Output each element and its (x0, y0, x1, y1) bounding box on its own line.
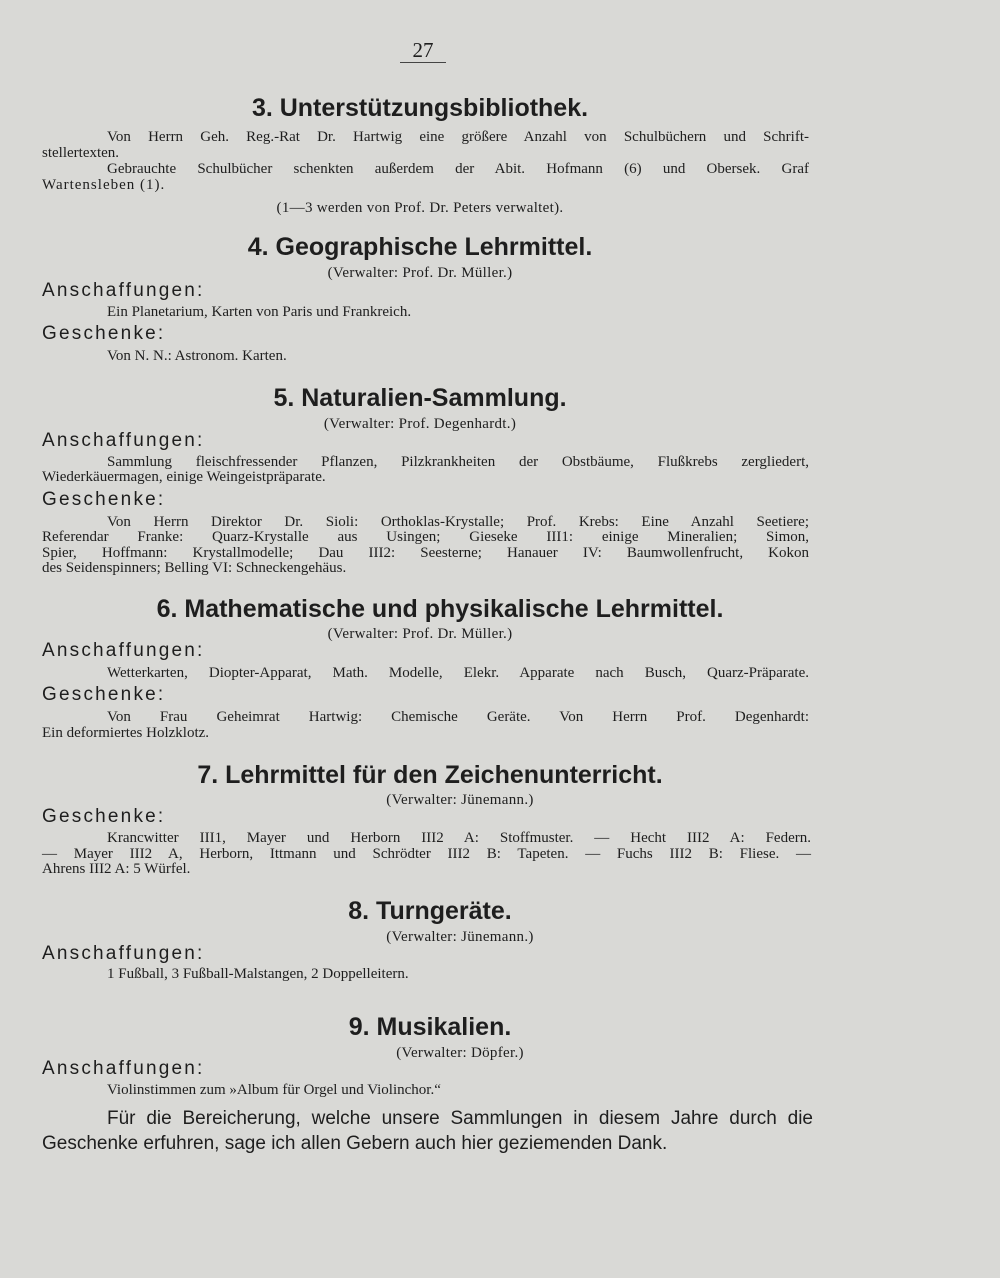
section-9-heading: 9. Musikalien. (348, 1013, 512, 1041)
section-4-administrator: (Verwalter: Prof. Dr. Müller.) (327, 265, 513, 281)
section-3-heading: 3. Unterstützungsbibliothek. (251, 94, 589, 122)
section-9-acquisitions-label: Anschaffungen: (42, 1058, 205, 1079)
section-5-administrator: (Verwalter: Prof. Degenhardt.) (323, 416, 517, 432)
section-6-gifts-line-1: Von Frau Geheimrat Hartwig: Chemische Geräte. Von Herrn Prof. Degenhardt: (107, 709, 809, 725)
section-6-acquisitions-text: Wetterkarten, Diopter-Apparat, Math. Modelle, Elekr. Apparate nach Busch, Quarz-Präparate. (107, 665, 809, 681)
section-9-administrator: (Verwalter: Döpfer.) (396, 1045, 524, 1061)
section-5-gifts-line-4: des Seidenspinners; Belling VI: Schneckengehäus. (42, 560, 347, 576)
section-8-administrator: (Verwalter: Jünemann.) (386, 929, 534, 945)
section-3-line-2: stellertexten. (42, 145, 120, 161)
section-4-acquisitions-text: Ein Planetarium, Karten von Paris und Frankreich. (107, 304, 412, 320)
section-4-acquisitions-label: Anschaffungen: (42, 280, 205, 301)
section-5-acquisitions-line-1: Sammlung fleischfressender Pflanzen, Pilzkrankheiten der Obstbäume, Flußkrebs zergliedert, (107, 454, 809, 470)
section-7-heading: 7. Lehrmittel für den Zeichenunterricht. (197, 761, 663, 789)
section-3-line-4: Wartensleben (1). (42, 177, 166, 193)
section-4-gifts-text: Von N. N.: Astronom. Karten. (107, 348, 287, 364)
section-8-heading: 8. Turngeräte. (348, 897, 512, 925)
page-number: 27 (400, 38, 446, 63)
section-3-line-1: Von Herrn Geh. Reg.-Rat Dr. Hartwig eine größere Anzahl von Schulbüchern und Schrift- (107, 129, 809, 145)
section-3-note: (1—3 werden von Prof. Dr. Peters verwaltet). (276, 200, 564, 216)
section-5-gifts-line-3: Spier, Hoffmann: Krystallmodelle; Dau III2: Seesterne; Hanauer IV: Baumwollenfrucht, Kokon (42, 545, 809, 561)
section-6-acquisitions-label: Anschaffungen: (42, 640, 205, 661)
section-4-gifts-label: Geschenke: (42, 323, 166, 344)
section-6-administrator: (Verwalter: Prof. Dr. Müller.) (327, 626, 513, 642)
section-5-acquisitions-label: Anschaffungen: (42, 430, 205, 451)
section-9-acquisitions-text: Violinstimmen zum »Album für Orgel und Violinchor.“ (107, 1082, 441, 1098)
closing-line-2: Geschenke erfuhren, sage ich allen Gebern auch hier geziemenden Dank. (42, 1133, 668, 1154)
section-5-gifts-label: Geschenke: (42, 489, 166, 510)
section-7-gifts-line-1: Krancwitter III1, Mayer und Herborn III2 A: Stoffmuster. — Hecht III2 A: Federn. (107, 830, 811, 846)
section-7-gifts-line-2: — Mayer III2 A, Herborn, Ittmann und Schrödter III2 B: Tapeten. — Fuchs III2 B: Fliese. — (42, 846, 811, 862)
section-5-gifts-line-1: Von Herrn Direktor Dr. Sioli: Orthoklas-Krystalle; Prof. Krebs: Eine Anzahl Seetiere; (107, 514, 809, 530)
section-3-line-3: Gebrauchte Schulbücher schenkten außerdem der Abit. Hofmann (6) und Obersek. Graf (107, 161, 809, 177)
section-5-heading: 5. Naturalien-Sammlung. (273, 384, 567, 412)
section-8-acquisitions-text: 1 Fußball, 3 Fußball-Malstangen, 2 Doppelleitern. (107, 966, 409, 982)
section-4-heading: 4. Geographische Lehrmittel. (247, 233, 593, 261)
section-6-heading: 6. Mathematische und physikalische Lehrmittel. (156, 595, 724, 623)
section-8-acquisitions-label: Anschaffungen: (42, 943, 205, 964)
section-7-administrator: (Verwalter: Jünemann.) (386, 792, 534, 808)
section-7-gifts-label: Geschenke: (42, 806, 166, 827)
section-5-acquisitions-line-2: Wiederkäuermagen, einige Weingeistpräparate. (42, 469, 326, 485)
section-5-gifts-line-2: Referendar Franke: Quarz-Krystalle aus Usingen; Gieseke III1: einige Mineralien; Simon, (42, 529, 809, 545)
closing-line-1: Für die Bereicherung, welche unsere Sammlungen in diesem Jahre durch die (107, 1108, 813, 1129)
section-6-gifts-line-2: Ein deformiertes Holzklotz. (42, 725, 210, 741)
section-7-gifts-line-3: Ahrens III2 A: 5 Würfel. (42, 861, 191, 877)
section-6-gifts-label: Geschenke: (42, 684, 166, 705)
